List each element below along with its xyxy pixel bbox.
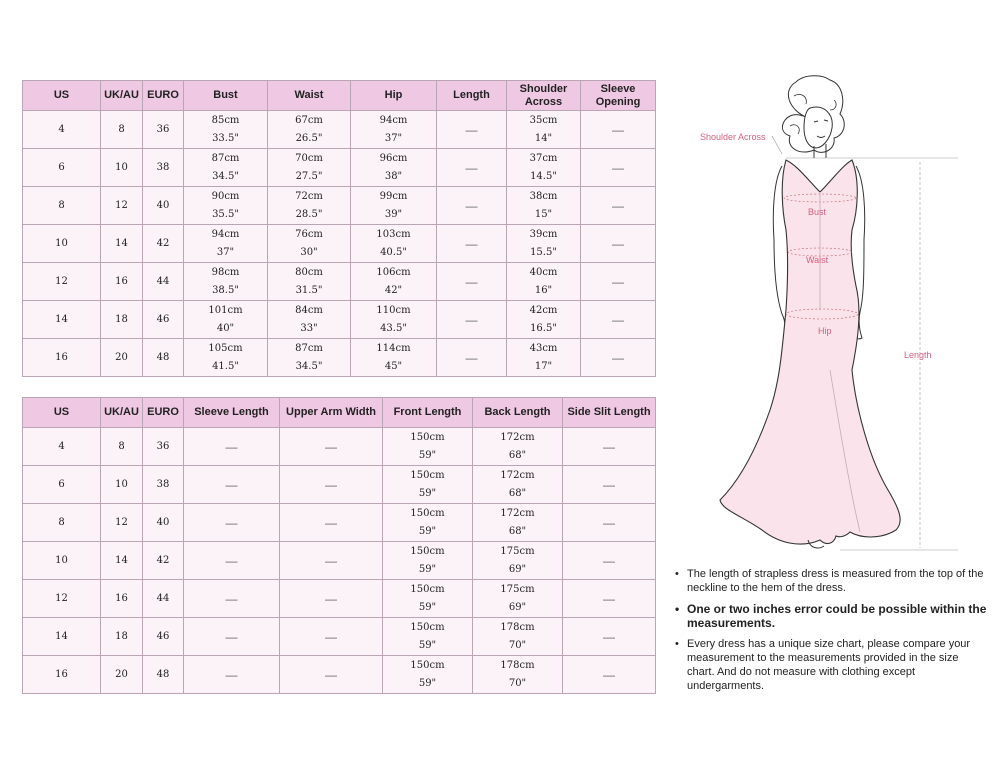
table-row bbox=[23, 428, 656, 466]
column-header: Front Length bbox=[383, 398, 473, 428]
table-cell: 70cm 27.5" bbox=[268, 149, 351, 187]
table-cell: 12 bbox=[23, 263, 101, 301]
table-row bbox=[23, 301, 656, 339]
table-cell: — bbox=[280, 504, 383, 542]
table-cell: — bbox=[563, 542, 656, 580]
table-cell: 43cm 17" bbox=[507, 339, 581, 377]
table-cell: 16 bbox=[101, 580, 143, 618]
column-header: Bust bbox=[184, 81, 268, 111]
table-cell: — bbox=[437, 111, 507, 149]
table-cell: 42 bbox=[143, 542, 184, 580]
note-text: Every dress has a unique size chart, please compare your measurement to the measurements provided in the size chart. And do not measure with clothing except undergarments. bbox=[687, 638, 971, 692]
table-cell: — bbox=[184, 618, 280, 656]
table-cell: 14 bbox=[101, 542, 143, 580]
table-cell: 90cm 35.5" bbox=[184, 187, 268, 225]
table-cell: — bbox=[184, 542, 280, 580]
table-cell: 12 bbox=[23, 580, 101, 618]
table-cell: — bbox=[563, 466, 656, 504]
table-cell: — bbox=[184, 428, 280, 466]
table-cell: 10 bbox=[101, 149, 143, 187]
dress-illustration bbox=[720, 160, 900, 544]
table-cell: 16 bbox=[23, 656, 101, 694]
table-cell: 36 bbox=[143, 428, 184, 466]
table-cell: 76cm 30" bbox=[268, 225, 351, 263]
table-cell: 8 bbox=[23, 187, 101, 225]
table-cell: — bbox=[280, 466, 383, 504]
column-header: UK/AU bbox=[101, 81, 143, 111]
table-cell: 38 bbox=[143, 149, 184, 187]
table-cell: 110cm 43.5" bbox=[351, 301, 437, 339]
table-cell: 18 bbox=[101, 618, 143, 656]
table-cell: 14 bbox=[101, 225, 143, 263]
table-cell: 150cm 59" bbox=[383, 580, 473, 618]
table-cell: 175cm 69" bbox=[473, 542, 563, 580]
table-cell: 20 bbox=[101, 339, 143, 377]
table-cell: 18 bbox=[101, 301, 143, 339]
table-cell: 99cm 39" bbox=[351, 187, 437, 225]
table-cell: — bbox=[563, 504, 656, 542]
table-cell: 40 bbox=[143, 504, 184, 542]
table-cell: 16 bbox=[23, 339, 101, 377]
column-header: Shoulder Across bbox=[507, 81, 581, 111]
table-cell: — bbox=[437, 263, 507, 301]
column-header: EURO bbox=[143, 398, 184, 428]
table-cell: — bbox=[581, 263, 656, 301]
table-cell: — bbox=[184, 656, 280, 694]
table-cell: 46 bbox=[143, 618, 184, 656]
column-header: US bbox=[23, 81, 101, 111]
table-row bbox=[23, 263, 656, 301]
table-cell: 12 bbox=[101, 187, 143, 225]
table-row bbox=[23, 466, 656, 504]
shoulder-across-label: Shoulder Across bbox=[700, 132, 766, 142]
table-row bbox=[23, 656, 656, 694]
table-cell: 40cm 16" bbox=[507, 263, 581, 301]
table-cell: 114cm 45" bbox=[351, 339, 437, 377]
note-text: One or two inches error could be possible within the measurements. bbox=[687, 602, 987, 630]
column-header: Upper Arm Width bbox=[280, 398, 383, 428]
table-cell: — bbox=[280, 428, 383, 466]
table-cell: — bbox=[581, 111, 656, 149]
column-header: Waist bbox=[268, 81, 351, 111]
table-cell: — bbox=[563, 580, 656, 618]
table-cell: — bbox=[184, 466, 280, 504]
column-header: Hip bbox=[351, 81, 437, 111]
bullet-icon: • bbox=[675, 568, 679, 580]
table-cell: 150cm 59" bbox=[383, 466, 473, 504]
table-cell: — bbox=[581, 225, 656, 263]
table-cell: — bbox=[184, 580, 280, 618]
table-cell: 6 bbox=[23, 149, 101, 187]
column-header: EURO bbox=[143, 81, 184, 111]
table-cell: 40 bbox=[143, 187, 184, 225]
column-header: Sleeve Opening bbox=[581, 81, 656, 111]
table-cell: 87cm 34.5" bbox=[184, 149, 268, 187]
table-cell: 37cm 14.5" bbox=[507, 149, 581, 187]
table-cell: — bbox=[280, 542, 383, 580]
table-cell: 38cm 15" bbox=[507, 187, 581, 225]
table-cell: — bbox=[437, 149, 507, 187]
table-cell: 14 bbox=[23, 618, 101, 656]
table-cell: 150cm 59" bbox=[383, 428, 473, 466]
table-cell: 20 bbox=[101, 656, 143, 694]
table-cell: 35cm 14" bbox=[507, 111, 581, 149]
table-cell: 94cm 37" bbox=[351, 111, 437, 149]
column-header: Sleeve Length bbox=[184, 398, 280, 428]
table-cell: 10 bbox=[23, 542, 101, 580]
table-cell: 178cm 70" bbox=[473, 656, 563, 694]
table-cell: 12 bbox=[101, 504, 143, 542]
table-cell: 96cm 38" bbox=[351, 149, 437, 187]
note-error-margin bbox=[673, 602, 988, 630]
table-cell: 175cm 69" bbox=[473, 580, 563, 618]
table-cell: — bbox=[581, 339, 656, 377]
table-cell: — bbox=[437, 225, 507, 263]
table-cell: 8 bbox=[23, 504, 101, 542]
measurement-notes bbox=[673, 567, 988, 700]
table-row bbox=[23, 618, 656, 656]
table-cell: — bbox=[437, 301, 507, 339]
table-cell: — bbox=[563, 618, 656, 656]
size-chart-table-lengths bbox=[22, 397, 656, 694]
table-cell: 172cm 68" bbox=[473, 504, 563, 542]
table-row bbox=[23, 111, 656, 149]
table-cell: 42cm 16.5" bbox=[507, 301, 581, 339]
note-text: The length of strapless dress is measured from the top of the neckline to the hem of the dress. bbox=[687, 568, 984, 594]
table-cell: 103cm 40.5" bbox=[351, 225, 437, 263]
table-cell: — bbox=[563, 428, 656, 466]
table-cell: 94cm 37" bbox=[184, 225, 268, 263]
table-cell: — bbox=[437, 339, 507, 377]
table-cell: — bbox=[280, 618, 383, 656]
bust-label: Bust bbox=[808, 207, 827, 217]
table-cell: 150cm 59" bbox=[383, 504, 473, 542]
table-cell: 150cm 59" bbox=[383, 656, 473, 694]
table-cell: 44 bbox=[143, 580, 184, 618]
table-cell: 84cm 33" bbox=[268, 301, 351, 339]
length-label: Length bbox=[904, 350, 932, 360]
table-cell: — bbox=[581, 187, 656, 225]
table-row bbox=[23, 504, 656, 542]
table-cell: 36 bbox=[143, 111, 184, 149]
table-cell: 106cm 42" bbox=[351, 263, 437, 301]
table-cell: 105cm 41.5" bbox=[184, 339, 268, 377]
table-cell: 16 bbox=[101, 263, 143, 301]
table-cell: 10 bbox=[23, 225, 101, 263]
table-cell: 42 bbox=[143, 225, 184, 263]
table-cell: 48 bbox=[143, 656, 184, 694]
bullet-icon: • bbox=[675, 638, 679, 650]
table-cell: 178cm 70" bbox=[473, 618, 563, 656]
note-unique-size-chart bbox=[673, 637, 988, 693]
table-cell: — bbox=[280, 580, 383, 618]
table-cell: 48 bbox=[143, 339, 184, 377]
table-cell: 46 bbox=[143, 301, 184, 339]
dress-measurement-diagram bbox=[690, 70, 990, 570]
table-cell: 172cm 68" bbox=[473, 428, 563, 466]
table-cell: 98cm 38.5" bbox=[184, 263, 268, 301]
table-cell: 10 bbox=[101, 466, 143, 504]
table-cell: — bbox=[581, 301, 656, 339]
table-cell: 4 bbox=[23, 111, 101, 149]
table-cell: 72cm 28.5" bbox=[268, 187, 351, 225]
table-cell: 150cm 59" bbox=[383, 618, 473, 656]
table-cell: 101cm 40" bbox=[184, 301, 268, 339]
table-row bbox=[23, 149, 656, 187]
table-row bbox=[23, 580, 656, 618]
table-cell: 172cm 68" bbox=[473, 466, 563, 504]
column-header: Back Length bbox=[473, 398, 563, 428]
table-cell: — bbox=[184, 504, 280, 542]
table-cell: 14 bbox=[23, 301, 101, 339]
table-cell: 8 bbox=[101, 428, 143, 466]
table-cell: — bbox=[280, 656, 383, 694]
table-cell: 150cm 59" bbox=[383, 542, 473, 580]
bullet-icon: • bbox=[675, 602, 680, 616]
column-header: Side Slit Length bbox=[563, 398, 656, 428]
table-cell: — bbox=[563, 656, 656, 694]
table-cell: 4 bbox=[23, 428, 101, 466]
table-header-row bbox=[23, 398, 656, 428]
table-row bbox=[23, 339, 656, 377]
table-cell: 44 bbox=[143, 263, 184, 301]
size-chart-table-bust-hip bbox=[22, 80, 656, 377]
table-header-row bbox=[23, 81, 656, 111]
table-cell: 38 bbox=[143, 466, 184, 504]
hip-label: Hip bbox=[818, 326, 832, 336]
table-row bbox=[23, 542, 656, 580]
table-cell: 80cm 31.5" bbox=[268, 263, 351, 301]
table-cell: — bbox=[437, 187, 507, 225]
column-header: UK/AU bbox=[101, 398, 143, 428]
table-cell: 67cm 26.5" bbox=[268, 111, 351, 149]
table-cell: 85cm 33.5" bbox=[184, 111, 268, 149]
table-row bbox=[23, 225, 656, 263]
table-cell: 87cm 34.5" bbox=[268, 339, 351, 377]
waist-label: Waist bbox=[806, 255, 829, 265]
note-strapless-length bbox=[673, 567, 988, 595]
column-header: Length bbox=[437, 81, 507, 111]
column-header: US bbox=[23, 398, 101, 428]
table-row bbox=[23, 187, 656, 225]
table-cell: 8 bbox=[101, 111, 143, 149]
table-cell: 6 bbox=[23, 466, 101, 504]
table-cell: — bbox=[581, 149, 656, 187]
table-cell: 39cm 15.5" bbox=[507, 225, 581, 263]
